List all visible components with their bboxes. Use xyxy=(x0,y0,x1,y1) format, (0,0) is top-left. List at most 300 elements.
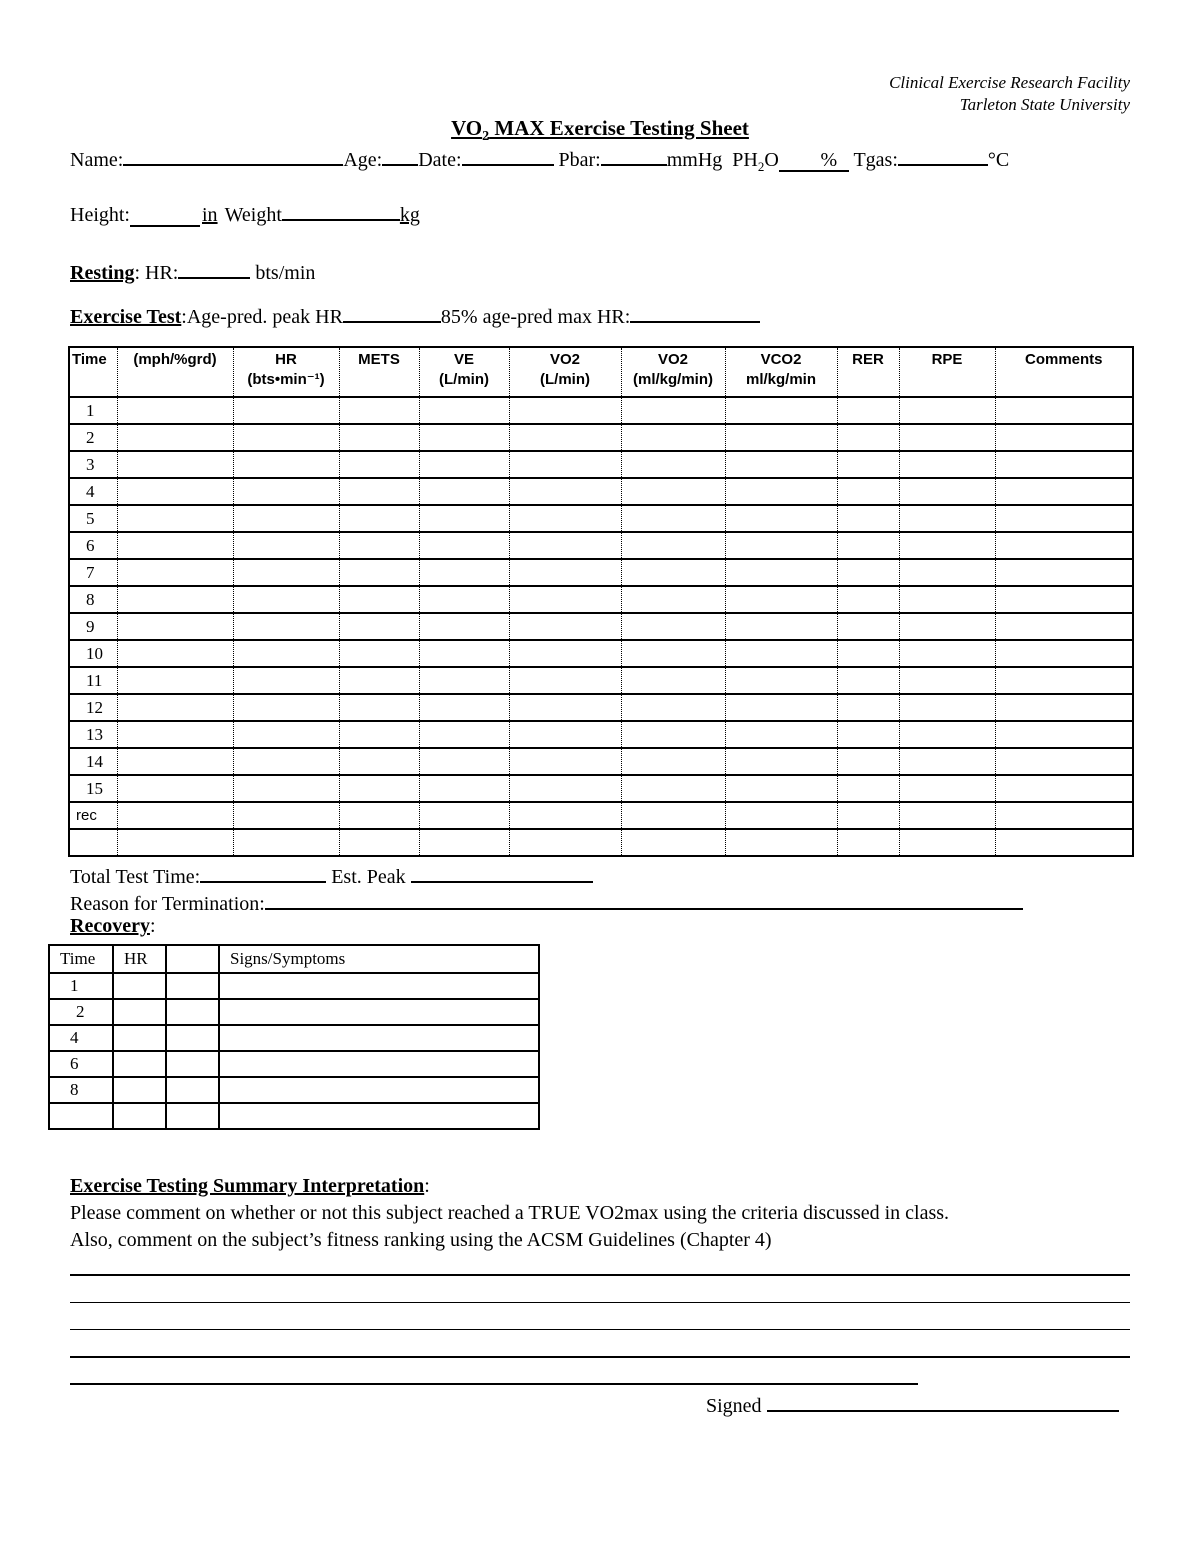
table-cell[interactable] xyxy=(621,478,725,505)
col-header-label: RER xyxy=(852,351,884,368)
table-cell[interactable] xyxy=(509,694,621,721)
resting-hr-field[interactable] xyxy=(178,257,250,279)
table-cell[interactable] xyxy=(995,586,1133,613)
facility-name: Clinical Exercise Research Facility xyxy=(889,73,1130,92)
age-pred-label: :Age-pred. peak HR xyxy=(181,306,343,328)
table-cell[interactable] xyxy=(899,532,995,559)
table-cell[interactable] xyxy=(899,397,995,424)
table-cell[interactable] xyxy=(509,667,621,694)
signature-row xyxy=(706,1390,1119,1418)
table-cell[interactable] xyxy=(339,748,419,775)
table-cell[interactable] xyxy=(621,397,725,424)
table-cell[interactable] xyxy=(233,748,339,775)
table-cell[interactable] xyxy=(899,586,995,613)
table-cell[interactable] xyxy=(509,505,621,532)
table-cell[interactable] xyxy=(621,613,725,640)
resting-hr-label: : HR: xyxy=(134,262,179,284)
table-row xyxy=(69,640,1133,667)
bts-min-unit: bts/min xyxy=(250,262,316,284)
answer-line-2[interactable] xyxy=(70,1302,1130,1303)
recovery-label: Recovery xyxy=(70,915,150,937)
height-label: Height: xyxy=(70,204,130,226)
row-time-label: 7 xyxy=(69,559,117,586)
table-cell[interactable] xyxy=(899,667,995,694)
table-cell[interactable] xyxy=(837,829,899,856)
table-row xyxy=(69,667,1133,694)
table-cell[interactable] xyxy=(837,478,899,505)
table-cell[interactable] xyxy=(725,559,837,586)
table-cell[interactable] xyxy=(725,775,837,802)
table-cell[interactable] xyxy=(621,721,725,748)
table-cell[interactable] xyxy=(837,721,899,748)
table-cell[interactable] xyxy=(509,748,621,775)
page-title xyxy=(0,116,1200,145)
table-cell[interactable] xyxy=(995,451,1133,478)
table-row xyxy=(69,424,1133,451)
table-cell[interactable] xyxy=(837,748,899,775)
table-cell[interactable] xyxy=(725,721,837,748)
table-cell[interactable] xyxy=(339,802,419,829)
total-time-field[interactable] xyxy=(200,861,326,883)
table-cell[interactable] xyxy=(837,667,899,694)
table-cell[interactable] xyxy=(725,613,837,640)
recovery-time-label: 6 xyxy=(49,1051,113,1077)
col-header-unit: ml/kg/min xyxy=(745,371,816,388)
recovery-table xyxy=(48,944,540,1130)
table-cell[interactable] xyxy=(166,1103,219,1129)
table-cell[interactable] xyxy=(419,829,509,856)
col-header-label: VO2 xyxy=(549,351,580,368)
table-cell[interactable] xyxy=(509,829,621,856)
table-cell[interactable] xyxy=(725,424,837,451)
pbar-label: Pbar: xyxy=(558,149,601,171)
table-cell[interactable] xyxy=(621,694,725,721)
col-header-label: METS xyxy=(358,351,400,368)
title-vo: VO xyxy=(451,116,483,140)
table-cell[interactable] xyxy=(995,559,1133,586)
table-cell[interactable] xyxy=(995,802,1133,829)
col-header-label: VE xyxy=(453,351,474,368)
table-cell[interactable] xyxy=(725,586,837,613)
table-cell[interactable] xyxy=(419,640,509,667)
table-cell[interactable] xyxy=(339,775,419,802)
col-header-unit: (L/min) xyxy=(540,371,590,388)
col-header-label: Time xyxy=(72,351,107,368)
table-cell[interactable] xyxy=(339,667,419,694)
exercise-col-header xyxy=(419,347,509,397)
table-cell[interactable] xyxy=(219,999,539,1025)
exercise-col-header xyxy=(233,347,339,397)
table-cell[interactable] xyxy=(233,640,339,667)
table-cell[interactable] xyxy=(339,586,419,613)
table-row xyxy=(69,613,1133,640)
table-cell[interactable] xyxy=(837,613,899,640)
table-cell[interactable] xyxy=(995,532,1133,559)
tgas-label: Tgas: xyxy=(848,149,898,171)
table-row xyxy=(69,586,1133,613)
col-header-label: (mph/%grd) xyxy=(133,351,217,368)
table-cell[interactable] xyxy=(837,559,899,586)
recovery-col-header xyxy=(166,945,219,973)
table-cell[interactable] xyxy=(621,775,725,802)
date-label: Date: xyxy=(418,149,462,171)
table-row xyxy=(69,451,1133,478)
table-cell[interactable] xyxy=(419,694,509,721)
est-peak-label: Est. Peak xyxy=(326,866,411,888)
table-row xyxy=(49,1051,539,1077)
recovery-table-header xyxy=(49,945,539,973)
table-cell[interactable] xyxy=(419,613,509,640)
resting-label: Resting xyxy=(70,262,135,284)
table-cell[interactable] xyxy=(837,775,899,802)
table-cell[interactable] xyxy=(339,397,419,424)
table-cell[interactable] xyxy=(837,640,899,667)
table-cell[interactable] xyxy=(219,1103,539,1129)
answer-line-4[interactable] xyxy=(70,1356,1130,1358)
exercise-test-label: Exercise Test xyxy=(70,306,182,328)
table-cell[interactable] xyxy=(621,559,725,586)
facility-header xyxy=(889,72,1130,116)
table-cell[interactable] xyxy=(339,829,419,856)
table-cell[interactable] xyxy=(117,397,233,424)
table-row xyxy=(49,1077,539,1103)
table-cell[interactable] xyxy=(166,1025,219,1051)
answer-line-1[interactable] xyxy=(70,1274,1130,1276)
table-cell[interactable] xyxy=(621,451,725,478)
table-cell[interactable] xyxy=(419,424,509,451)
termination-field[interactable] xyxy=(265,888,1023,910)
table-cell[interactable] xyxy=(899,775,995,802)
tgas-field[interactable] xyxy=(898,144,988,166)
ph2o-label: $PH_2O$ xyxy=(732,149,779,174)
table-cell[interactable] xyxy=(621,829,725,856)
table-cell[interactable] xyxy=(725,667,837,694)
age-field[interactable] xyxy=(382,144,418,166)
table-cell[interactable] xyxy=(233,613,339,640)
table-cell[interactable] xyxy=(339,451,419,478)
row-time-label: 10 xyxy=(69,640,117,667)
table-cell[interactable] xyxy=(339,478,419,505)
age-label: Age: xyxy=(343,149,383,171)
table-cell[interactable] xyxy=(837,397,899,424)
summary-line-2: Also, comment on the subject’s fitness ranking using the ACSM Guidelines (Chapter 4) xyxy=(70,1229,772,1251)
table-cell[interactable] xyxy=(166,1051,219,1077)
table-cell[interactable] xyxy=(219,1077,539,1103)
table-cell[interactable] xyxy=(899,451,995,478)
termination-label: Reason for Termination: xyxy=(70,893,265,915)
table-cell[interactable] xyxy=(509,613,621,640)
table-cell[interactable] xyxy=(995,667,1133,694)
table-cell[interactable] xyxy=(725,505,837,532)
exercise-col-header xyxy=(837,347,899,397)
table-cell[interactable] xyxy=(219,1025,539,1051)
row-time-label: 6 xyxy=(69,532,117,559)
exercise-table-body xyxy=(69,397,1133,856)
table-cell[interactable] xyxy=(117,532,233,559)
col-header-unit: (bts•min⁻¹) xyxy=(247,371,325,388)
table-cell[interactable] xyxy=(509,586,621,613)
table-cell[interactable] xyxy=(837,532,899,559)
table-cell[interactable] xyxy=(509,559,621,586)
table-cell[interactable] xyxy=(339,532,419,559)
table-cell[interactable] xyxy=(419,532,509,559)
row-time-label: 1 xyxy=(69,397,117,424)
table-cell[interactable] xyxy=(621,748,725,775)
table-cell[interactable] xyxy=(339,424,419,451)
table-cell[interactable] xyxy=(509,397,621,424)
table-cell[interactable] xyxy=(419,451,509,478)
table-cell[interactable] xyxy=(166,999,219,1025)
table-cell[interactable] xyxy=(509,451,621,478)
exercise-col-header xyxy=(509,347,621,397)
table-cell[interactable] xyxy=(995,397,1133,424)
subject-info-row xyxy=(70,144,1009,175)
table-cell[interactable] xyxy=(899,478,995,505)
table-cell[interactable] xyxy=(233,397,339,424)
table-cell[interactable] xyxy=(117,559,233,586)
age-pred-field[interactable] xyxy=(343,301,441,323)
university-name: Tarleton State University xyxy=(959,95,1130,114)
table-row xyxy=(49,1103,539,1129)
table-cell[interactable] xyxy=(113,999,166,1025)
pct85-label: 85% age-pred max HR: xyxy=(440,306,631,328)
table-cell[interactable] xyxy=(117,748,233,775)
table-cell[interactable] xyxy=(233,478,339,505)
table-cell[interactable] xyxy=(339,613,419,640)
col-header-label: Comments xyxy=(1024,351,1103,368)
mmhg-unit: mmHg xyxy=(666,149,723,171)
total-time-row xyxy=(70,861,593,889)
exercise-col-header xyxy=(899,347,995,397)
table-cell[interactable] xyxy=(339,640,419,667)
table-row xyxy=(69,748,1133,775)
table-cell[interactable] xyxy=(117,829,233,856)
table-cell[interactable] xyxy=(117,586,233,613)
table-cell[interactable] xyxy=(995,424,1133,451)
table-cell[interactable] xyxy=(621,640,725,667)
table-cell[interactable] xyxy=(621,802,725,829)
table-cell[interactable] xyxy=(995,721,1133,748)
table-cell[interactable] xyxy=(419,478,509,505)
table-cell[interactable] xyxy=(233,505,339,532)
table-cell[interactable] xyxy=(219,1051,539,1077)
row-time-label: 8 xyxy=(69,586,117,613)
recovery-col-header: HR xyxy=(113,945,166,973)
summary-heading: Exercise Testing Summary Interpretation xyxy=(70,1175,425,1197)
table-cell[interactable] xyxy=(995,829,1133,856)
table-cell[interactable] xyxy=(995,640,1133,667)
row-time-label: 4 xyxy=(69,478,117,505)
table-cell[interactable] xyxy=(725,640,837,667)
table-cell[interactable] xyxy=(899,505,995,532)
exercise-col-header xyxy=(69,347,117,397)
table-cell[interactable] xyxy=(725,478,837,505)
table-cell[interactable] xyxy=(233,829,339,856)
table-cell[interactable] xyxy=(166,973,219,999)
table-cell[interactable] xyxy=(233,721,339,748)
table-cell[interactable] xyxy=(419,559,509,586)
date-field[interactable] xyxy=(462,144,554,166)
table-cell[interactable] xyxy=(219,973,539,999)
table-cell[interactable] xyxy=(233,586,339,613)
table-cell[interactable] xyxy=(113,973,166,999)
table-cell[interactable] xyxy=(509,640,621,667)
table-cell[interactable] xyxy=(509,532,621,559)
table-cell[interactable] xyxy=(725,451,837,478)
table-cell[interactable] xyxy=(621,532,725,559)
table-row xyxy=(69,505,1133,532)
table-cell[interactable] xyxy=(837,586,899,613)
table-cell[interactable] xyxy=(339,505,419,532)
title-subscript: 2 xyxy=(482,129,490,145)
table-row xyxy=(69,775,1133,802)
total-time-label: Total Test Time: xyxy=(70,866,201,888)
table-cell[interactable] xyxy=(117,478,233,505)
ph2o-field[interactable] xyxy=(779,150,849,172)
table-cell[interactable] xyxy=(117,613,233,640)
table-cell[interactable] xyxy=(339,694,419,721)
kg-unit: kg xyxy=(399,204,420,226)
table-cell[interactable] xyxy=(117,505,233,532)
termination-row xyxy=(70,888,1023,916)
weight-field[interactable] xyxy=(282,199,400,221)
table-cell[interactable] xyxy=(113,1051,166,1077)
table-cell[interactable] xyxy=(899,424,995,451)
table-cell[interactable] xyxy=(621,424,725,451)
table-cell[interactable] xyxy=(117,640,233,667)
table-cell[interactable] xyxy=(837,505,899,532)
recovery-time-label: 2 xyxy=(49,999,113,1025)
table-cell[interactable] xyxy=(419,397,509,424)
recovery-time-label: 8 xyxy=(49,1077,113,1103)
table-cell[interactable] xyxy=(117,424,233,451)
table-cell[interactable] xyxy=(837,424,899,451)
row-time-label: 5 xyxy=(69,505,117,532)
table-cell[interactable] xyxy=(621,586,725,613)
table-cell[interactable] xyxy=(113,1077,166,1103)
pct85-field[interactable] xyxy=(630,301,760,323)
table-cell[interactable] xyxy=(339,721,419,748)
table-cell[interactable] xyxy=(621,667,725,694)
table-cell[interactable] xyxy=(233,667,339,694)
exercise-col-header xyxy=(621,347,725,397)
table-cell[interactable] xyxy=(725,829,837,856)
table-cell[interactable] xyxy=(233,451,339,478)
table-cell[interactable] xyxy=(509,721,621,748)
table-cell[interactable] xyxy=(899,748,995,775)
name-label: Name: xyxy=(70,149,124,171)
table-cell[interactable] xyxy=(419,802,509,829)
table-row xyxy=(49,973,539,999)
table-cell[interactable] xyxy=(419,667,509,694)
table-cell[interactable] xyxy=(117,694,233,721)
table-cell[interactable] xyxy=(419,775,509,802)
table-cell[interactable] xyxy=(509,478,621,505)
table-cell[interactable] xyxy=(995,775,1133,802)
col-header-label: VCO2 xyxy=(760,351,802,368)
summary-line-1: Please comment on whether or not this subject reached a TRUE VO2max using the criteria discussed in class. xyxy=(70,1202,950,1224)
row-time-label: 3 xyxy=(69,451,117,478)
table-row xyxy=(49,1025,539,1051)
table-cell[interactable] xyxy=(509,802,621,829)
table-cell[interactable] xyxy=(725,532,837,559)
table-cell[interactable] xyxy=(233,802,339,829)
table-cell[interactable] xyxy=(899,829,995,856)
table-cell[interactable] xyxy=(899,559,995,586)
table-cell[interactable] xyxy=(995,505,1133,532)
table-row xyxy=(49,999,539,1025)
table-cell[interactable] xyxy=(837,451,899,478)
table-cell[interactable] xyxy=(117,667,233,694)
table-cell[interactable] xyxy=(117,775,233,802)
table-cell[interactable] xyxy=(419,505,509,532)
table-cell[interactable] xyxy=(995,694,1133,721)
table-cell[interactable] xyxy=(725,802,837,829)
est-peak-field[interactable] xyxy=(411,861,593,883)
answer-line-5[interactable] xyxy=(70,1383,918,1385)
table-cell[interactable] xyxy=(233,559,339,586)
height-field[interactable]: in xyxy=(130,205,200,227)
table-cell[interactable] xyxy=(113,1025,166,1051)
table-cell[interactable] xyxy=(899,640,995,667)
table-cell[interactable] xyxy=(233,424,339,451)
table-cell[interactable] xyxy=(233,532,339,559)
exercise-col-header xyxy=(117,347,233,397)
table-row xyxy=(69,559,1133,586)
table-cell[interactable] xyxy=(899,613,995,640)
table-cell[interactable] xyxy=(339,559,419,586)
table-cell[interactable] xyxy=(725,748,837,775)
table-cell[interactable] xyxy=(725,397,837,424)
col-header-unit: (ml/kg/min) xyxy=(632,371,713,388)
table-row xyxy=(69,532,1133,559)
table-cell[interactable] xyxy=(509,424,621,451)
row-time-label: 14 xyxy=(69,748,117,775)
pbar-field[interactable] xyxy=(601,144,667,166)
table-cell[interactable] xyxy=(899,694,995,721)
col-header-label: VO2 xyxy=(657,351,688,368)
row-time-label: 13 xyxy=(69,721,117,748)
signature-field[interactable] xyxy=(767,1390,1119,1412)
table-cell[interactable] xyxy=(725,694,837,721)
row-time-label: rec xyxy=(69,802,117,829)
name-field[interactable] xyxy=(123,144,343,166)
table-cell[interactable] xyxy=(419,748,509,775)
table-cell[interactable] xyxy=(995,748,1133,775)
table-cell[interactable] xyxy=(233,775,339,802)
answer-line-3[interactable] xyxy=(70,1329,1130,1330)
table-cell[interactable] xyxy=(899,721,995,748)
table-cell[interactable] xyxy=(166,1077,219,1103)
recovery-table-body xyxy=(49,973,539,1129)
table-cell[interactable] xyxy=(117,451,233,478)
table-cell[interactable] xyxy=(899,802,995,829)
table-cell[interactable] xyxy=(621,505,725,532)
table-cell[interactable] xyxy=(995,478,1133,505)
table-cell[interactable] xyxy=(837,694,899,721)
table-cell[interactable] xyxy=(117,721,233,748)
table-cell[interactable] xyxy=(995,613,1133,640)
table-cell[interactable] xyxy=(233,694,339,721)
recovery-col-header: Signs/Symptoms xyxy=(219,945,539,973)
col-header-unit: (L/min) xyxy=(439,371,489,388)
table-cell[interactable] xyxy=(113,1103,166,1129)
table-cell[interactable] xyxy=(419,586,509,613)
table-cell[interactable] xyxy=(837,802,899,829)
table-cell[interactable] xyxy=(117,802,233,829)
table-cell[interactable] xyxy=(419,721,509,748)
table-cell[interactable] xyxy=(509,775,621,802)
